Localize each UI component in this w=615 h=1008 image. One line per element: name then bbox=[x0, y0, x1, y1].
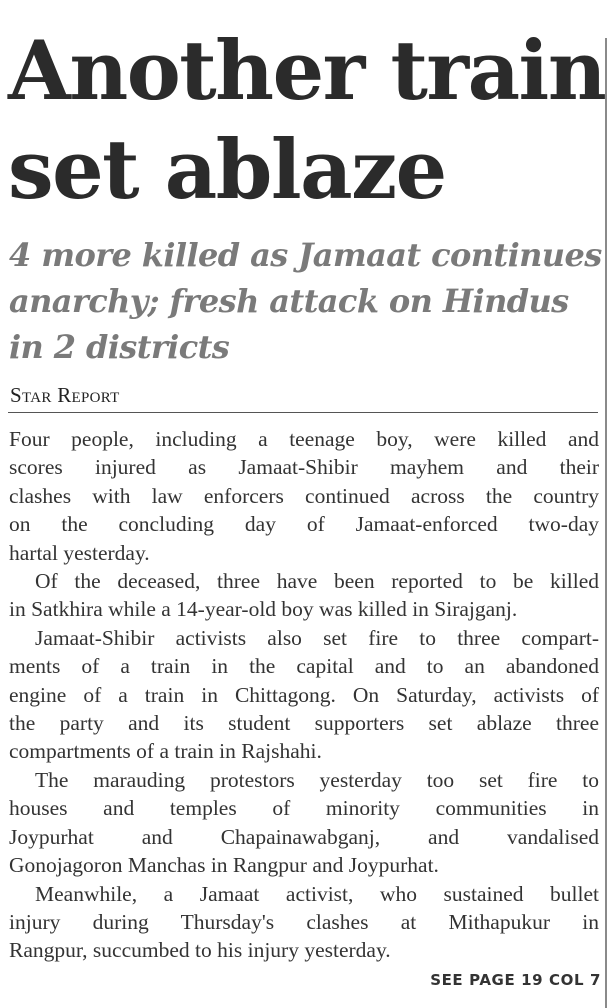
text-line: Jamaat-Shibir activists also set fire to three compart- bbox=[35, 625, 599, 650]
byline-divider bbox=[8, 412, 598, 413]
text-line: in Satkhira while a 14-year-old boy was killed in Sirajganj. bbox=[9, 597, 518, 622]
text-line: scores injured as Jamaat-Shibir mayhem and their bbox=[9, 455, 599, 480]
text-line: ments of a train in the capital and to an abandoned bbox=[9, 654, 599, 679]
subheadline-line: in 2 districts bbox=[9, 328, 230, 366]
byline: Star Report bbox=[10, 383, 120, 407]
text-line: on the concluding day of Jamaat-enforced two-day bbox=[9, 512, 599, 537]
text-line: houses and temples of minority communities in bbox=[9, 796, 599, 821]
text-line: compartments of a train in Rajshahi. bbox=[9, 739, 322, 764]
text-line: Joypurhat and Chapainawabganj, and vandalised bbox=[9, 824, 599, 849]
text-line: Gonojagoron Manchas in Rangpur and Joypurhat. bbox=[9, 853, 439, 878]
text-line: the party and its student supporters set ablaze three bbox=[9, 711, 599, 736]
paragraph bbox=[9, 766, 599, 880]
text-line: The marauding protestors yesterday too set fire to bbox=[35, 767, 599, 792]
headline-line: Another train bbox=[8, 24, 606, 119]
headline bbox=[8, 22, 608, 220]
text-line: injury during Thursday's clashes at Mithapukur in bbox=[9, 909, 599, 934]
continuation-note: SEE PAGE 19 COL 7 bbox=[430, 971, 601, 989]
paragraph bbox=[9, 567, 599, 624]
subheadline-line: 4 more killed as Jamaat continues bbox=[9, 236, 602, 274]
paragraph bbox=[9, 880, 599, 965]
subheadline bbox=[9, 232, 609, 370]
text-line: Of the deceased, three have been reported to be killed bbox=[35, 569, 599, 594]
subheadline-line: anarchy; fresh attack on Hindus bbox=[9, 282, 569, 320]
paragraph bbox=[9, 425, 599, 567]
paragraph bbox=[9, 624, 599, 766]
text-line: engine of a train in Chittagong. On Saturday, activists of bbox=[9, 682, 599, 707]
text-line: clashes with law enforcers continued across the country bbox=[9, 483, 599, 508]
article-body bbox=[9, 425, 599, 965]
text-line: Four people, including a teenage boy, were killed and bbox=[9, 427, 599, 451]
headline-line: set ablaze bbox=[8, 123, 446, 218]
text-line: Rangpur, succumbed to his injury yesterday. bbox=[9, 938, 391, 963]
text-line: Meanwhile, a Jamaat activist, who sustained bullet bbox=[35, 881, 599, 906]
text-line: hartal yesterday. bbox=[9, 540, 150, 565]
